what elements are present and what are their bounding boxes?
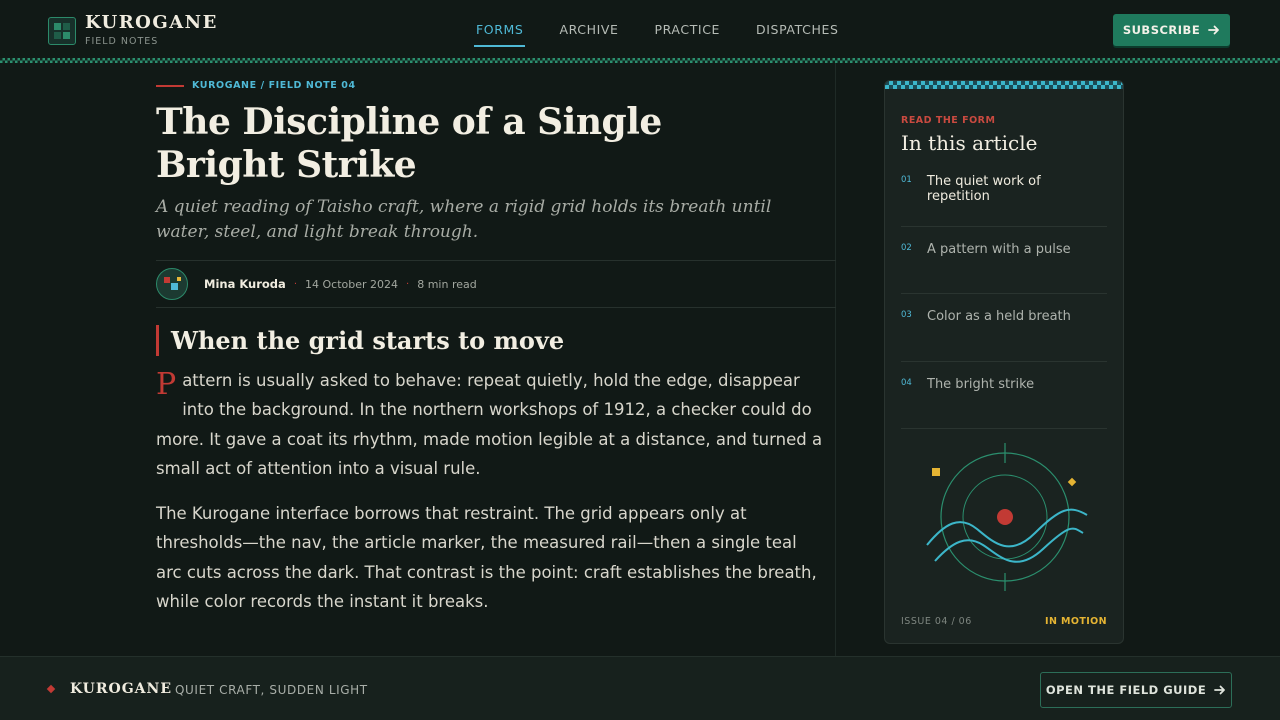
card-checker-band [885, 81, 1124, 89]
toc-number: 04 [901, 378, 912, 388]
site-footer [0, 656, 1280, 720]
toc-link[interactable]: The quiet work of repetition [926, 174, 1041, 204]
brand-subtitle: FIELD NOTES [85, 36, 159, 47]
kicker-rule [156, 85, 184, 87]
issue-number: ISSUE 04 / 06 [901, 616, 972, 627]
open-field-guide-button[interactable] [1040, 672, 1232, 708]
article [156, 63, 836, 656]
footer-brand[interactable]: KUROGANE [70, 681, 172, 697]
subscribe-label: SUBSCRIBE [1122, 23, 1201, 37]
read-time: 8 min read [417, 277, 477, 291]
site-header [0, 0, 1280, 60]
toc-list [901, 170, 1107, 429]
article-kicker [156, 80, 356, 91]
toc-number: 02 [901, 243, 912, 253]
kicker-text[interactable]: KUROGANE / FIELD NOTE 04 [192, 80, 356, 91]
diamond-icon [47, 685, 55, 693]
separator-dot: · [406, 278, 410, 290]
nav-item-dispatches[interactable]: DISPATCHES [756, 22, 839, 37]
toc-label: READ THE FORM [901, 115, 996, 126]
toc-number: 01 [901, 175, 912, 185]
toc-item-4[interactable] [901, 362, 1107, 429]
field-guide-label: OPEN THE FIELD GUIDE [1045, 683, 1207, 697]
toc-card [884, 80, 1124, 644]
toc-number: 03 [901, 310, 912, 320]
subscribe-button[interactable] [1113, 14, 1230, 46]
wave-emblem-illustration [915, 433, 1095, 593]
section-heading: When the grid starts to move [156, 325, 564, 356]
brand-logo[interactable] [48, 14, 218, 47]
toc-title: In this article [901, 131, 1038, 155]
toc-item-3[interactable] [901, 294, 1107, 362]
checker-logo-icon [48, 17, 76, 45]
article-subtitle: A quiet reading of Taisho craft, where a rigid grid holds its breath until water, steel, and light break through. [156, 197, 772, 242]
avatar[interactable] [156, 268, 188, 300]
toc-link[interactable]: Color as a held breath [927, 309, 1071, 324]
main-nav [474, 20, 872, 47]
article-title: The Discipline of a Single Bright Strike [156, 101, 662, 186]
drop-cap: P [156, 367, 177, 402]
nav-item-archive[interactable]: ARCHIVE [559, 22, 619, 37]
footer-tagline: QUIET CRAFT, SUDDEN LIGHT [175, 683, 368, 697]
toc-item-2[interactable] [901, 227, 1107, 294]
toc-item-1[interactable] [901, 170, 1107, 227]
paragraph-1 [156, 366, 824, 483]
brand-name: KUROGANE [85, 12, 218, 33]
paragraph-2: The Kurogane interface borrows that restraint. The grid appears only at thresholds—the nav, the article marker, the measured rail—then a single teal arc cuts across the dark. That contrast is the point: craft establishes the breath, while color records the instant it breaks. [156, 504, 817, 611]
nav-item-forms[interactable]: FORMS [474, 20, 525, 47]
arrow-right-icon [1208, 24, 1220, 36]
status-badge: IN MOTION [1045, 616, 1107, 627]
toc-link[interactable]: A pattern with a pulse [927, 242, 1071, 257]
separator-dot: · [293, 278, 297, 290]
paragraph-1-text: attern is usually asked to behave: repeat quietly, hold the edge, disappear into the background. In the northern workshops of 1912, a checker could do more. It gave a coat its rhythm, made motion legible at a distance, and turned a small act of attention into a visual rule. [156, 371, 823, 478]
publish-date: 14 October 2024 [305, 277, 399, 291]
toc-link[interactable]: The bright strike [927, 377, 1035, 392]
nav-item-practice[interactable]: PRACTICE [654, 22, 721, 37]
author-name[interactable]: Mina Kuroda [204, 277, 286, 291]
arrow-right-icon [1214, 684, 1226, 696]
byline [156, 260, 836, 308]
